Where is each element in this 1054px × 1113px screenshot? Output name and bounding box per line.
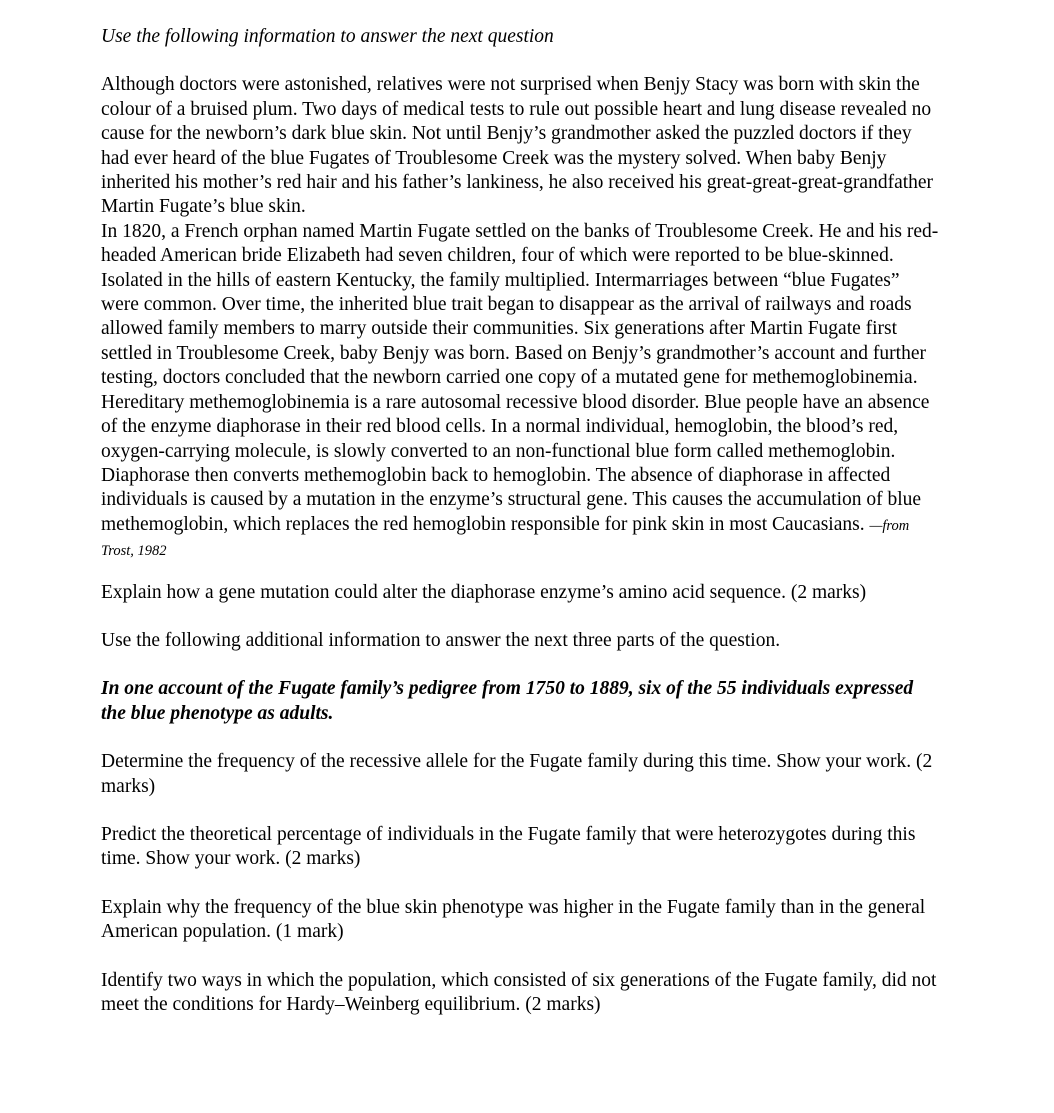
intro-instruction: Use the following information to answer the next question [101,26,554,47]
question-3: Predict the theoretical percentage of individuals in the Fugate family that were heterozygotes during this time. Show your work. (2 marks) [101,823,916,870]
reading-passage [101,73,941,563]
additional-info-instruction: Use the following additional information to answer the next three parts of the question. [101,629,781,651]
question-1: Explain how a gene mutation could alter the diaphorase enzyme’s amino acid sequence. (2 marks) [101,581,867,603]
passage-paragraph-2 [101,220,941,564]
pedigree-statement: In one account of the Fugate family’s pedigree from 1750 to 1889, six of the 55 individuals expressed the blue phenotype as adults. [101,678,914,724]
passage-paragraph-1: Although doctors were astonished, relatives were not surprised when Benjy Stacy was born with skin the colour of a bruised plum. Two days of medical tests to rule out possible heart and lung disease revealed no cause for the newborn’s dark blue skin. Not until Benjy’s grandmother asked the puzzled doctors if they had ever heard of the blue Fugates of Troublesome Creek was the mystery solved. When baby Benjy inherited his mother’s red hair and his father’s lankiness, he also received his great-great-great-grandfather Martin Fugate’s blue skin. [101,74,934,218]
question-4: Explain why the frequency of the blue skin phenotype was higher in the Fugate family than in the general American population. (1 mark) [101,896,926,943]
document-page [101,25,941,1017]
citation: —from Trost, 1982 [101,517,910,560]
passage-paragraph-2-text: In 1820, a French orphan named Martin Fugate settled on the banks of Troublesome Creek. He and his red-headed American bride Elizabeth had seven children, four of which were reported to be blue-skinned. Isolated in the hills of eastern Kentucky, the family multiplied. Intermarriages between “blue Fugates” were common. Over time, the inherited blue trait began to disappear as the arrival of railways and roads allowed family members to marry outside their communities. Six generations after Martin Fugate first settled in Troublesome Creek, baby Benjy was born. Based on Benjy’s grandmother’s account and further testing, doctors concluded that the newborn carried one copy of a mutated gene for methemoglobinemia. Hereditary methemoglobinemia is a rare autosomal recessive blood disorder. Blue people have an absence of the enzyme diaphorase in their red blood cells. In a normal individual, hemoglobin, the blood’s red, oxygen-carrying molecule, is slowly converted to an non-functional blue form called methemoglobin. Diaphorase then converts methemoglobin back to hemoglobin. The absence of diaphorase in affected individuals is caused by a mutation in the enzyme’s structural gene. This causes the accumulation of blue methemoglobin, which replaces the red hemoglobin responsible for pink skin in most Caucasians. [101,220,939,535]
question-2: Determine the frequency of the recessive allele for the Fugate family during this time. Show your work. (2 marks) [101,751,933,797]
question-5: Identify two ways in which the population, which consisted of six generations of the Fugate family, did not meet the conditions for Hardy–Weinberg equilibrium. (2 marks) [101,969,937,1015]
